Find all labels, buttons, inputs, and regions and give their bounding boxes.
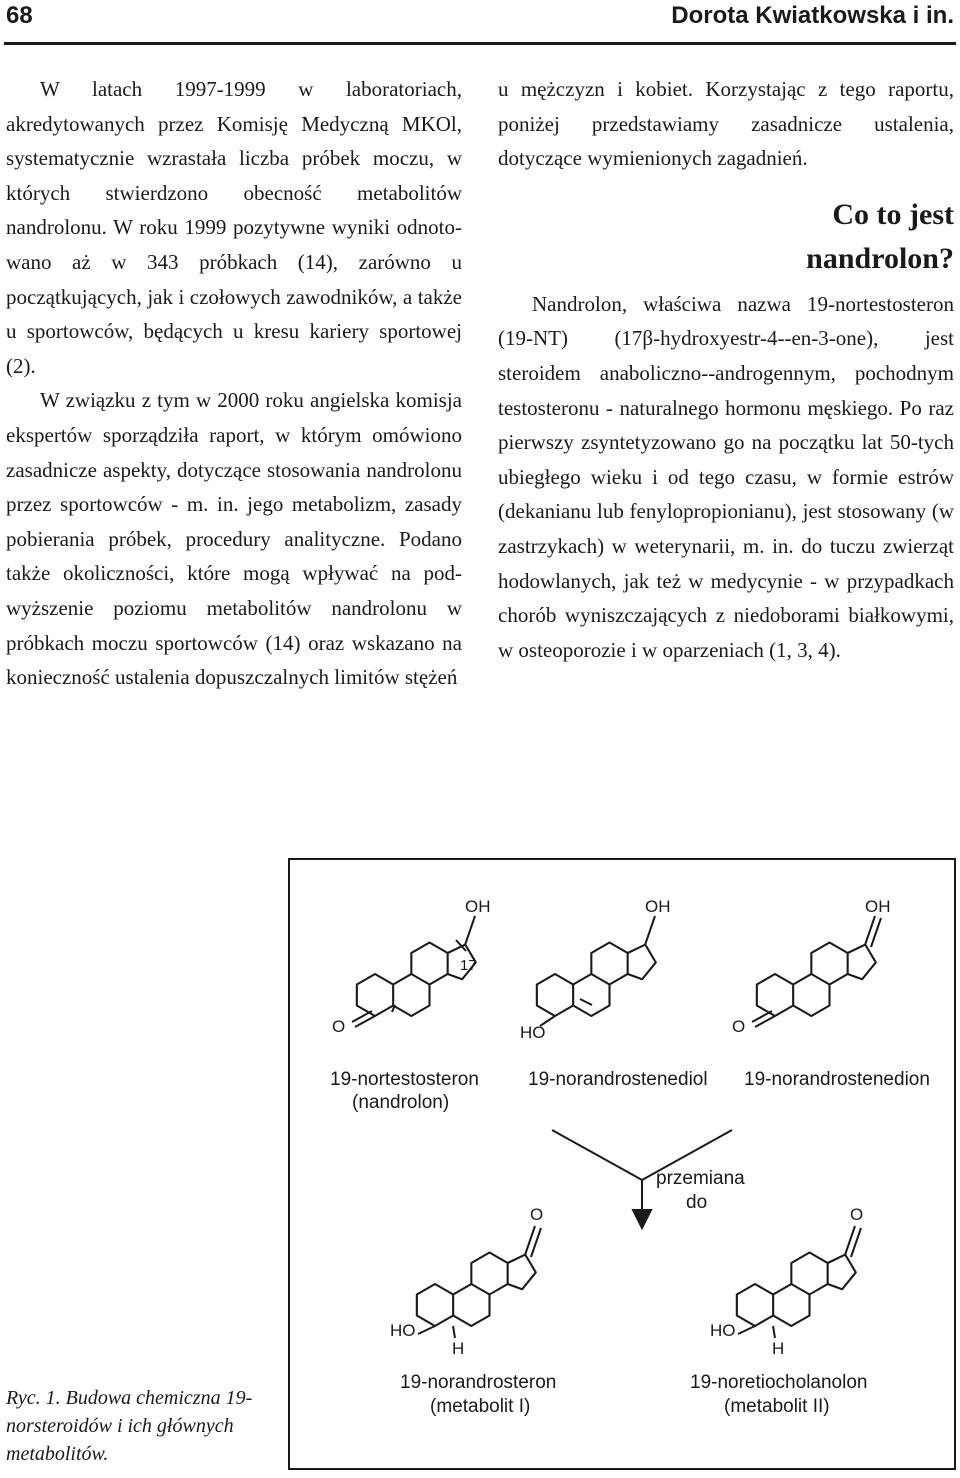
running-head: Dorota Kwiatkowska i in. <box>671 2 954 29</box>
section-title-line2: nandrolon? <box>806 241 954 275</box>
atom-h: H <box>772 1339 785 1358</box>
structure-19-noretiocholanolon <box>710 1205 863 1358</box>
page-number: 68 <box>6 2 33 29</box>
figure-caption: Ryc. 1. Budowa chemiczna 19-norsteroidów i ich głównych metabolitów. <box>6 1387 253 1465</box>
compound-alt-1: (nandrolon) <box>352 1092 450 1113</box>
atom-ho: HO <box>390 1321 416 1340</box>
compound-name-1: 19-nortestosteron <box>330 1069 479 1090</box>
left-column <box>6 72 462 695</box>
paragraph-2: W związku z tym w 2000 roku angielska komisja ekspertów sporządziła raport, w którym omówiono zasadnicze aspekty, dotyczące stosowania nandrolonu przez sportowców - m. in. jego metabolizm, zasady pobierania próbek, procedury analityczne. Podano także okoliczności, które mogą wpływać na podwyższenie poziomu metabolitów nandrolonu w próbkach moczu sportowców (14) oraz wskazano na konieczność ustalenia dopuszczalnych limitów stężeń <box>6 388 462 690</box>
right-column <box>498 72 954 667</box>
header-rule <box>4 42 956 45</box>
paragraph-continuation: u mężczyzn i kobiet. Korzystając z tego raportu, poniżej przedstawiamy zasadnicze ustalenia, dotyczące wymienionych zagadnień. <box>498 77 954 171</box>
atom-oh: OH <box>465 897 491 916</box>
atom-oh: OH <box>865 897 891 916</box>
section-title <box>498 193 954 281</box>
figure-chemical-structures <box>288 858 956 1470</box>
compound-name-2: 19-norandrostenediol <box>528 1069 708 1090</box>
page-header <box>0 0 960 40</box>
structure-19-nortestosteron <box>332 897 491 1036</box>
metabolite-name-1: 19-norandrosteron <box>400 1372 557 1393</box>
atom-o: O <box>332 1017 346 1036</box>
atom-o: O <box>732 1017 746 1036</box>
section-title-line1: Co to jest <box>832 197 954 231</box>
arrow-label-line2: do <box>686 1192 708 1213</box>
metabolite-alt-1: (metabolit I) <box>430 1396 531 1417</box>
structure-19-norandrostenediol <box>520 897 671 1042</box>
atom-ho: HO <box>710 1321 736 1340</box>
arrow-label-line1: przemiana <box>656 1168 745 1189</box>
atom-oh: OH <box>645 897 671 916</box>
structures-drawing <box>290 860 954 1468</box>
structure-19-norandrosteron <box>390 1205 543 1358</box>
atom-o: O <box>850 1205 864 1224</box>
atom-ho: HO <box>520 1023 546 1042</box>
atom-c17: 17 <box>460 957 477 974</box>
structure-19-norandrostenedion <box>732 897 891 1036</box>
metabolite-alt-2: (metabolit II) <box>724 1396 830 1417</box>
paragraph-1: W latach 1997-1999 w laboratoriach, akredytowanych przez Komisję Medyczną MKOl, systematycznie wzrastała liczba próbek moczu, w których stwierdzono obecność metabolitów nandrolonu. W roku 1999 pozytywne wyniki odnotowano aż w 343 próbkach (14), zarówno u początkujących, jak i czołowych zawodników, a także u sportowców, będących u kresu kariery sportowej (2). <box>6 77 462 378</box>
atom-o: O <box>530 1205 544 1224</box>
metabolite-name-2: 19-noretiocholanolon <box>690 1372 868 1393</box>
compound-name-3: 19-norandrostenedion <box>744 1069 930 1090</box>
atom-h: H <box>452 1339 465 1358</box>
paragraph-nandrolone: Nandrolon, właściwa nazwa 19-nortestosteron (19-NT) (17β-hydroxyestr-4-​-en-3-one), jest steroidem anaboliczno-​-androgennym, pochodnym testosteronu - naturalnego hormonu męskiego. Po raz pierwszy zsyntetyzowano go na początku lat 50-tych ubiegłego wieku i od tego czasu, w formie estrów (dekanianu lub fenylopropionianu), jest stosowany (w zastrzykach) w weterynarii, m. in. do tuczu zwierząt hodowlanych, jak też w medycynie - w przypadkach chorób wyniszczających z niedoborami białkowymi, w osteoporozie i w oparzeniach (1, 3, 4). <box>498 291 954 662</box>
